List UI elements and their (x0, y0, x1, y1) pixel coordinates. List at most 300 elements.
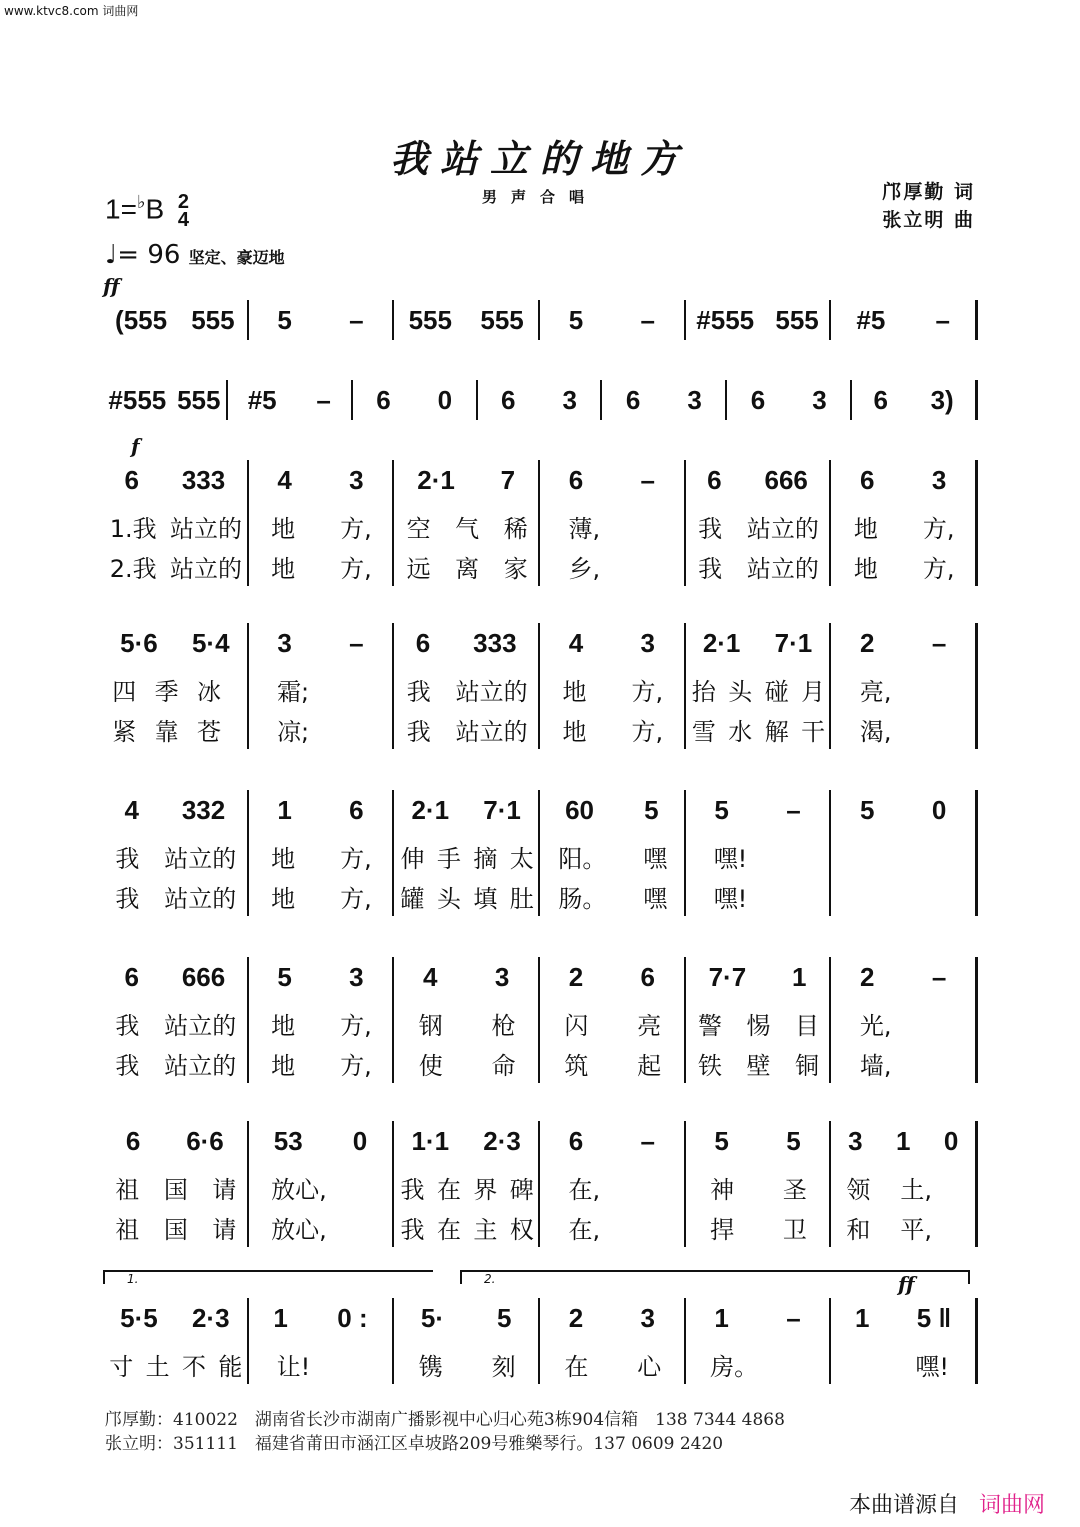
lyric: 嘿! (713, 884, 748, 913)
measure (686, 957, 832, 1083)
lyric-row-l1 (394, 1344, 540, 1384)
lyric: 气 (455, 514, 480, 543)
lyric-row-l1 (686, 836, 832, 876)
note: 1·1 (411, 1125, 450, 1156)
lyric-row-l1 (540, 506, 686, 546)
lyric: 地 (271, 554, 296, 583)
lyric: 光, (859, 1011, 892, 1040)
lyric-row-l2 (686, 709, 832, 749)
measure (540, 1121, 686, 1247)
measure (103, 1298, 249, 1384)
measure (394, 1298, 540, 1384)
lyric-row-l1 (831, 506, 977, 546)
lyric: 嘿 (643, 844, 668, 873)
lyric-row-l1 (103, 836, 249, 876)
note: – (349, 304, 364, 335)
lyric: 家 (503, 554, 528, 583)
note: 1 (855, 1302, 870, 1333)
lyric: 解 (764, 717, 789, 746)
measure (686, 300, 832, 340)
note: 7 (500, 464, 516, 495)
note: 555 (408, 304, 452, 335)
note: 5·6 (120, 627, 158, 658)
lyric: 铜 (795, 1051, 820, 1080)
note: 3 (640, 627, 655, 658)
note: – (640, 464, 655, 495)
source-note (849, 1488, 1045, 1519)
lyric: 站立的 (164, 1051, 237, 1080)
lyric-row-l1 (103, 1344, 249, 1384)
note: 666 (181, 961, 226, 992)
note: 5· (420, 1302, 444, 1333)
volta-bracket: 2. (460, 1270, 970, 1284)
dynamic-mark: f (131, 434, 140, 458)
lyric-row-l1 (540, 1167, 686, 1207)
lyric: 罐 (400, 884, 425, 913)
note: – (349, 627, 364, 658)
note: 6 (860, 464, 875, 495)
lyric: 我 (115, 844, 140, 873)
lyric: 薄, (568, 514, 601, 543)
note: 2 (568, 1302, 584, 1333)
lyric: 阳。 (558, 844, 607, 873)
lyric: 请 (212, 1175, 237, 1204)
lyric: 地 (562, 717, 587, 746)
measure (727, 380, 852, 420)
note: 2 (860, 961, 875, 992)
note: – (931, 627, 947, 658)
measure (478, 380, 603, 420)
note: 555 (480, 304, 524, 335)
note: #5 (856, 304, 886, 335)
measure (394, 957, 540, 1083)
lyric: 土 (145, 1352, 170, 1381)
time-signature (177, 190, 190, 231)
measure (394, 790, 540, 916)
lyric: 我 (698, 514, 723, 543)
measure (852, 380, 978, 420)
note: 0 : (337, 1302, 368, 1333)
lyric: 空 (406, 514, 431, 543)
lyric: 方, (340, 844, 372, 873)
measure (831, 957, 978, 1083)
lyric-row-l2 (686, 546, 832, 586)
note: 3 (848, 1125, 863, 1156)
note: 6 (568, 1125, 584, 1156)
lyric-row-l2 (831, 1207, 977, 1247)
note: – (931, 961, 947, 992)
lyric-row-l2 (249, 709, 395, 749)
note: 6 (124, 961, 139, 992)
lyric: 乡, (568, 554, 601, 583)
lyric: 使 (418, 1051, 443, 1080)
lyric: 房。 (710, 1352, 759, 1381)
lyric: 方, (631, 677, 664, 706)
lyric: 靠 (154, 717, 179, 746)
note: 2·3 (191, 1302, 230, 1333)
lyric: 我 (400, 1175, 425, 1204)
score-line (103, 300, 978, 340)
lyric: 站立的 (164, 844, 237, 873)
lyric: 霜; (277, 677, 310, 706)
note: #555 (696, 304, 755, 335)
lyric: 嘿 (643, 884, 668, 913)
lyric-row-l1 (103, 506, 249, 546)
note: 0 (437, 384, 453, 415)
lyric: 方, (922, 554, 955, 583)
note: 555 (191, 304, 235, 335)
lyric-row-l2 (394, 876, 540, 916)
note: 555 (775, 304, 819, 335)
measure (249, 623, 395, 749)
note: #5 (247, 384, 277, 415)
measure (540, 623, 686, 749)
dynamic-mark: ff (103, 274, 120, 298)
lyric: 紧 (112, 717, 137, 746)
lyric-row-l1 (831, 1167, 977, 1207)
lyric: 干 (801, 717, 826, 746)
lyric: 站立的 (164, 884, 237, 913)
note: – (935, 304, 950, 335)
lyric: 站立的 (746, 514, 819, 543)
lyric-row-l1 (686, 669, 832, 709)
note: 0 (352, 1125, 368, 1156)
lyric-row-l1 (686, 1344, 832, 1384)
note: 5·5 (120, 1302, 158, 1333)
lyric: 国 (163, 1215, 188, 1244)
note: 2 (860, 627, 875, 658)
note: 5 (277, 961, 292, 992)
lyric-row-l2 (686, 876, 832, 916)
lyric-row-l1 (540, 836, 686, 876)
lyric: 嘿! (915, 1352, 949, 1381)
lyric: 铁 (697, 1051, 722, 1080)
score-line (103, 1121, 978, 1247)
tempo (105, 240, 285, 270)
note: 0 (943, 1125, 959, 1156)
note: 2·1 (411, 794, 450, 825)
note: 3 (494, 961, 510, 992)
note: 6 (750, 384, 766, 415)
lyric: 闪 (564, 1011, 589, 1040)
lyric-row-l2 (540, 876, 686, 916)
note: – (316, 384, 331, 415)
lyric: 刻 (491, 1352, 516, 1381)
watermark: www.ktvc8.com 词曲网 (4, 4, 139, 18)
measure (103, 1121, 249, 1247)
note: 333 (181, 464, 226, 495)
lyric: 地 (853, 514, 878, 543)
note: 5 (860, 794, 875, 825)
dynamic-mark: ff (898, 1272, 915, 1296)
measure (831, 300, 978, 340)
lyric-row-l2 (686, 1207, 832, 1247)
note: 3) (930, 384, 954, 415)
contact-info (105, 1408, 785, 1456)
note: 6 (707, 464, 722, 495)
lyric: 填 (473, 884, 498, 913)
lyric: 让! (276, 1352, 311, 1381)
lyric: 我 (406, 717, 431, 746)
note: 6 (125, 1125, 141, 1156)
lyric: 亮, (859, 677, 892, 706)
lyric: 凉; (277, 717, 310, 746)
note: – (786, 794, 801, 825)
measure (686, 1121, 832, 1247)
measure (540, 1298, 686, 1384)
lyric: 季 (154, 677, 179, 706)
measure (249, 790, 395, 916)
note: 5 (644, 794, 659, 825)
key-prefix: 1= (105, 193, 137, 225)
lyric: 地 (271, 514, 296, 543)
note: – (640, 1125, 655, 1156)
note: 1 (273, 1302, 288, 1333)
note: 60 (565, 794, 594, 825)
lyric: 壁 (746, 1051, 771, 1080)
lyric: 头 (728, 677, 753, 706)
lyric: 命 (491, 1051, 516, 1080)
note: 2·1 (417, 464, 455, 495)
lyric: 在 (564, 1352, 589, 1381)
measure (831, 623, 978, 749)
lyric: 碑 (509, 1175, 534, 1204)
lyric: 墙, (859, 1051, 892, 1080)
lyric: 主 (473, 1215, 498, 1244)
lyric: 地 (271, 884, 296, 913)
note: – (640, 304, 655, 335)
lyric-row-l1 (831, 669, 977, 709)
note: 1 (791, 961, 807, 992)
lyric-row-l1 (249, 1167, 395, 1207)
note: 3 (562, 384, 577, 415)
lyric: 权 (509, 1215, 534, 1244)
lyric: 站立的 (169, 554, 242, 583)
measure (249, 1298, 395, 1384)
lyric: 月 (801, 677, 826, 706)
lyric-row-l2 (540, 1043, 686, 1083)
lyric: 太 (509, 844, 534, 873)
measure (831, 1121, 978, 1247)
lyric: 平, (900, 1215, 932, 1244)
measure (103, 623, 249, 749)
source-brand[interactable]: 词曲网 (978, 1493, 1045, 1518)
lyric-row-l1 (831, 1003, 977, 1043)
note: 1 (277, 794, 292, 825)
lyric: 离 (455, 554, 480, 583)
note: 7·7 (708, 961, 747, 992)
lyric: 方, (340, 514, 372, 543)
measure (249, 1121, 395, 1247)
lyric: 请 (212, 1215, 237, 1244)
lyric-row-l2 (103, 876, 249, 916)
lyric: 警 (697, 1011, 722, 1040)
score-line (103, 957, 978, 1083)
note: 4 (124, 794, 139, 825)
lyric: 方, (631, 717, 664, 746)
lyricist: 邝厚勤 词 (882, 181, 975, 203)
lyric-row-l2 (831, 1043, 977, 1083)
lyric-row-l1 (103, 669, 249, 709)
lyric: 方, (340, 1011, 372, 1040)
measure (249, 460, 395, 586)
lyric: 2.我 (109, 554, 157, 583)
note: 5 (277, 304, 292, 335)
measure (103, 790, 249, 916)
credits (882, 178, 975, 234)
lyric: 放心, (271, 1215, 327, 1244)
lyric-row-l1 (394, 669, 540, 709)
lyric-row-l1 (249, 669, 395, 709)
note: 555 (177, 384, 221, 415)
note: 6 (349, 794, 364, 825)
note: 1 (714, 1302, 729, 1333)
lyric: 惕 (746, 1011, 771, 1040)
lyric: 亮 (637, 1011, 662, 1040)
lyric: 水 (728, 717, 753, 746)
note: 2 (568, 961, 584, 992)
lyric: 站立的 (164, 1011, 237, 1040)
lyric: 我 (115, 1011, 140, 1040)
lyric: 寸 (109, 1352, 134, 1381)
lyric: 在 (436, 1215, 461, 1244)
lyric: 方, (922, 514, 955, 543)
measure (394, 300, 540, 340)
lyric: 捍 (710, 1215, 735, 1244)
lyric: 稀 (503, 514, 528, 543)
lyric-row-l1 (540, 1344, 686, 1384)
lyric: 远 (406, 554, 431, 583)
lyric-row-l2 (394, 709, 540, 749)
lyric: 冰 (197, 677, 222, 706)
quarter-note-icon: ♩ (105, 240, 118, 270)
lyric: 地 (271, 1051, 296, 1080)
lyric: 抬 (691, 677, 716, 706)
measure (540, 790, 686, 916)
note: 3 (349, 464, 364, 495)
note: 6 (124, 464, 139, 495)
lyric-row-l1 (249, 506, 395, 546)
measure (103, 460, 249, 586)
tempo-value: = 96 (117, 240, 181, 270)
measure (831, 460, 978, 586)
lyric-row-l1 (394, 506, 540, 546)
key-signature (105, 192, 189, 229)
lyric: 我 (115, 1051, 140, 1080)
lyric: 在, (568, 1215, 601, 1244)
ts-top: 2 (177, 190, 190, 213)
lyric-row-l2 (103, 1207, 249, 1247)
lyric: 手 (436, 844, 461, 873)
lyric: 嘿! (713, 844, 748, 873)
note: 5 (714, 794, 729, 825)
note: 2·3 (483, 1125, 521, 1156)
note: 6 (873, 384, 888, 415)
lyric: 雪 (691, 717, 716, 746)
lyric: 我 (406, 677, 431, 706)
measure (686, 460, 832, 586)
lyric: 和 (846, 1215, 871, 1244)
note: 6 (501, 384, 516, 415)
lyric: 头 (436, 884, 461, 913)
measure (394, 460, 540, 586)
lyric: 领 (846, 1175, 871, 1204)
note: (555 (115, 304, 168, 335)
note: 0 (931, 794, 947, 825)
measure (103, 380, 228, 420)
measure (249, 957, 395, 1083)
lyric: 起 (637, 1051, 662, 1080)
note: 2·1 (702, 627, 741, 658)
note: 6 (640, 961, 655, 992)
lyric-row-l2 (686, 1043, 832, 1083)
lyric: 神 (710, 1175, 735, 1204)
lyric: 钢 (418, 1011, 443, 1040)
lyric: 能 (218, 1352, 243, 1381)
subtitle: 男声合唱 (481, 188, 598, 206)
song-title: 我站立的地方 (389, 136, 690, 181)
note: 7·1 (483, 794, 521, 825)
lyric-row-l2 (249, 1043, 395, 1083)
key-note: B (145, 193, 165, 225)
lyric: 卫 (782, 1215, 807, 1244)
lyric: 摘 (473, 844, 498, 873)
lyric-row-l2 (249, 546, 395, 586)
measure (686, 790, 832, 916)
lyric: 圣 (782, 1175, 807, 1204)
measure (249, 300, 395, 340)
lyric: 在, (568, 1175, 601, 1204)
lyric-row-l1 (103, 1003, 249, 1043)
lyric: 苍 (197, 717, 222, 746)
lyric: 方, (340, 884, 372, 913)
flat-sign: ♭ (136, 192, 146, 212)
lyric: 国 (163, 1175, 188, 1204)
lyric: 伸 (400, 844, 425, 873)
note: 4 (277, 464, 292, 495)
lyric: 站立的 (169, 514, 242, 543)
lyric: 渴, (859, 717, 892, 746)
measure (353, 380, 478, 420)
measure (540, 460, 686, 586)
contact-lyricist: 邝厚勤：410022 湖南省长沙市湖南广播影视中心归心苑3栋904信箱 138 7344 4868 (105, 1410, 785, 1430)
score-line (103, 1298, 978, 1384)
measure (686, 623, 832, 749)
lyric: 站立的 (455, 717, 528, 746)
note: 332 (181, 794, 226, 825)
note: 7·1 (774, 627, 813, 658)
note: 5·4 (191, 627, 230, 658)
lyric-row-l1 (686, 506, 832, 546)
lyric-row-l2 (249, 876, 395, 916)
lyric-row-l2 (249, 1207, 395, 1247)
contact-composer: 张立明：351111 福建省莆田市涵江区卓坡路209号雅樂琴行。137 0609 2420 (105, 1434, 724, 1454)
lyric: 地 (271, 844, 296, 873)
lyric-row-l2 (540, 1207, 686, 1247)
measure (540, 300, 686, 340)
measure (686, 1298, 832, 1384)
note: 6·6 (186, 1125, 224, 1156)
lyric-row-l1 (540, 669, 686, 709)
note: 3 (687, 384, 702, 415)
lyric-row-l2 (103, 709, 249, 749)
lyric: 我 (698, 554, 723, 583)
lyric: 祖 (115, 1215, 140, 1244)
lyric: 不 (182, 1352, 207, 1381)
source-label: 本曲谱源自 (848, 1493, 959, 1518)
lyric: 放心, (271, 1175, 327, 1204)
lyric: 我 (400, 1215, 425, 1244)
